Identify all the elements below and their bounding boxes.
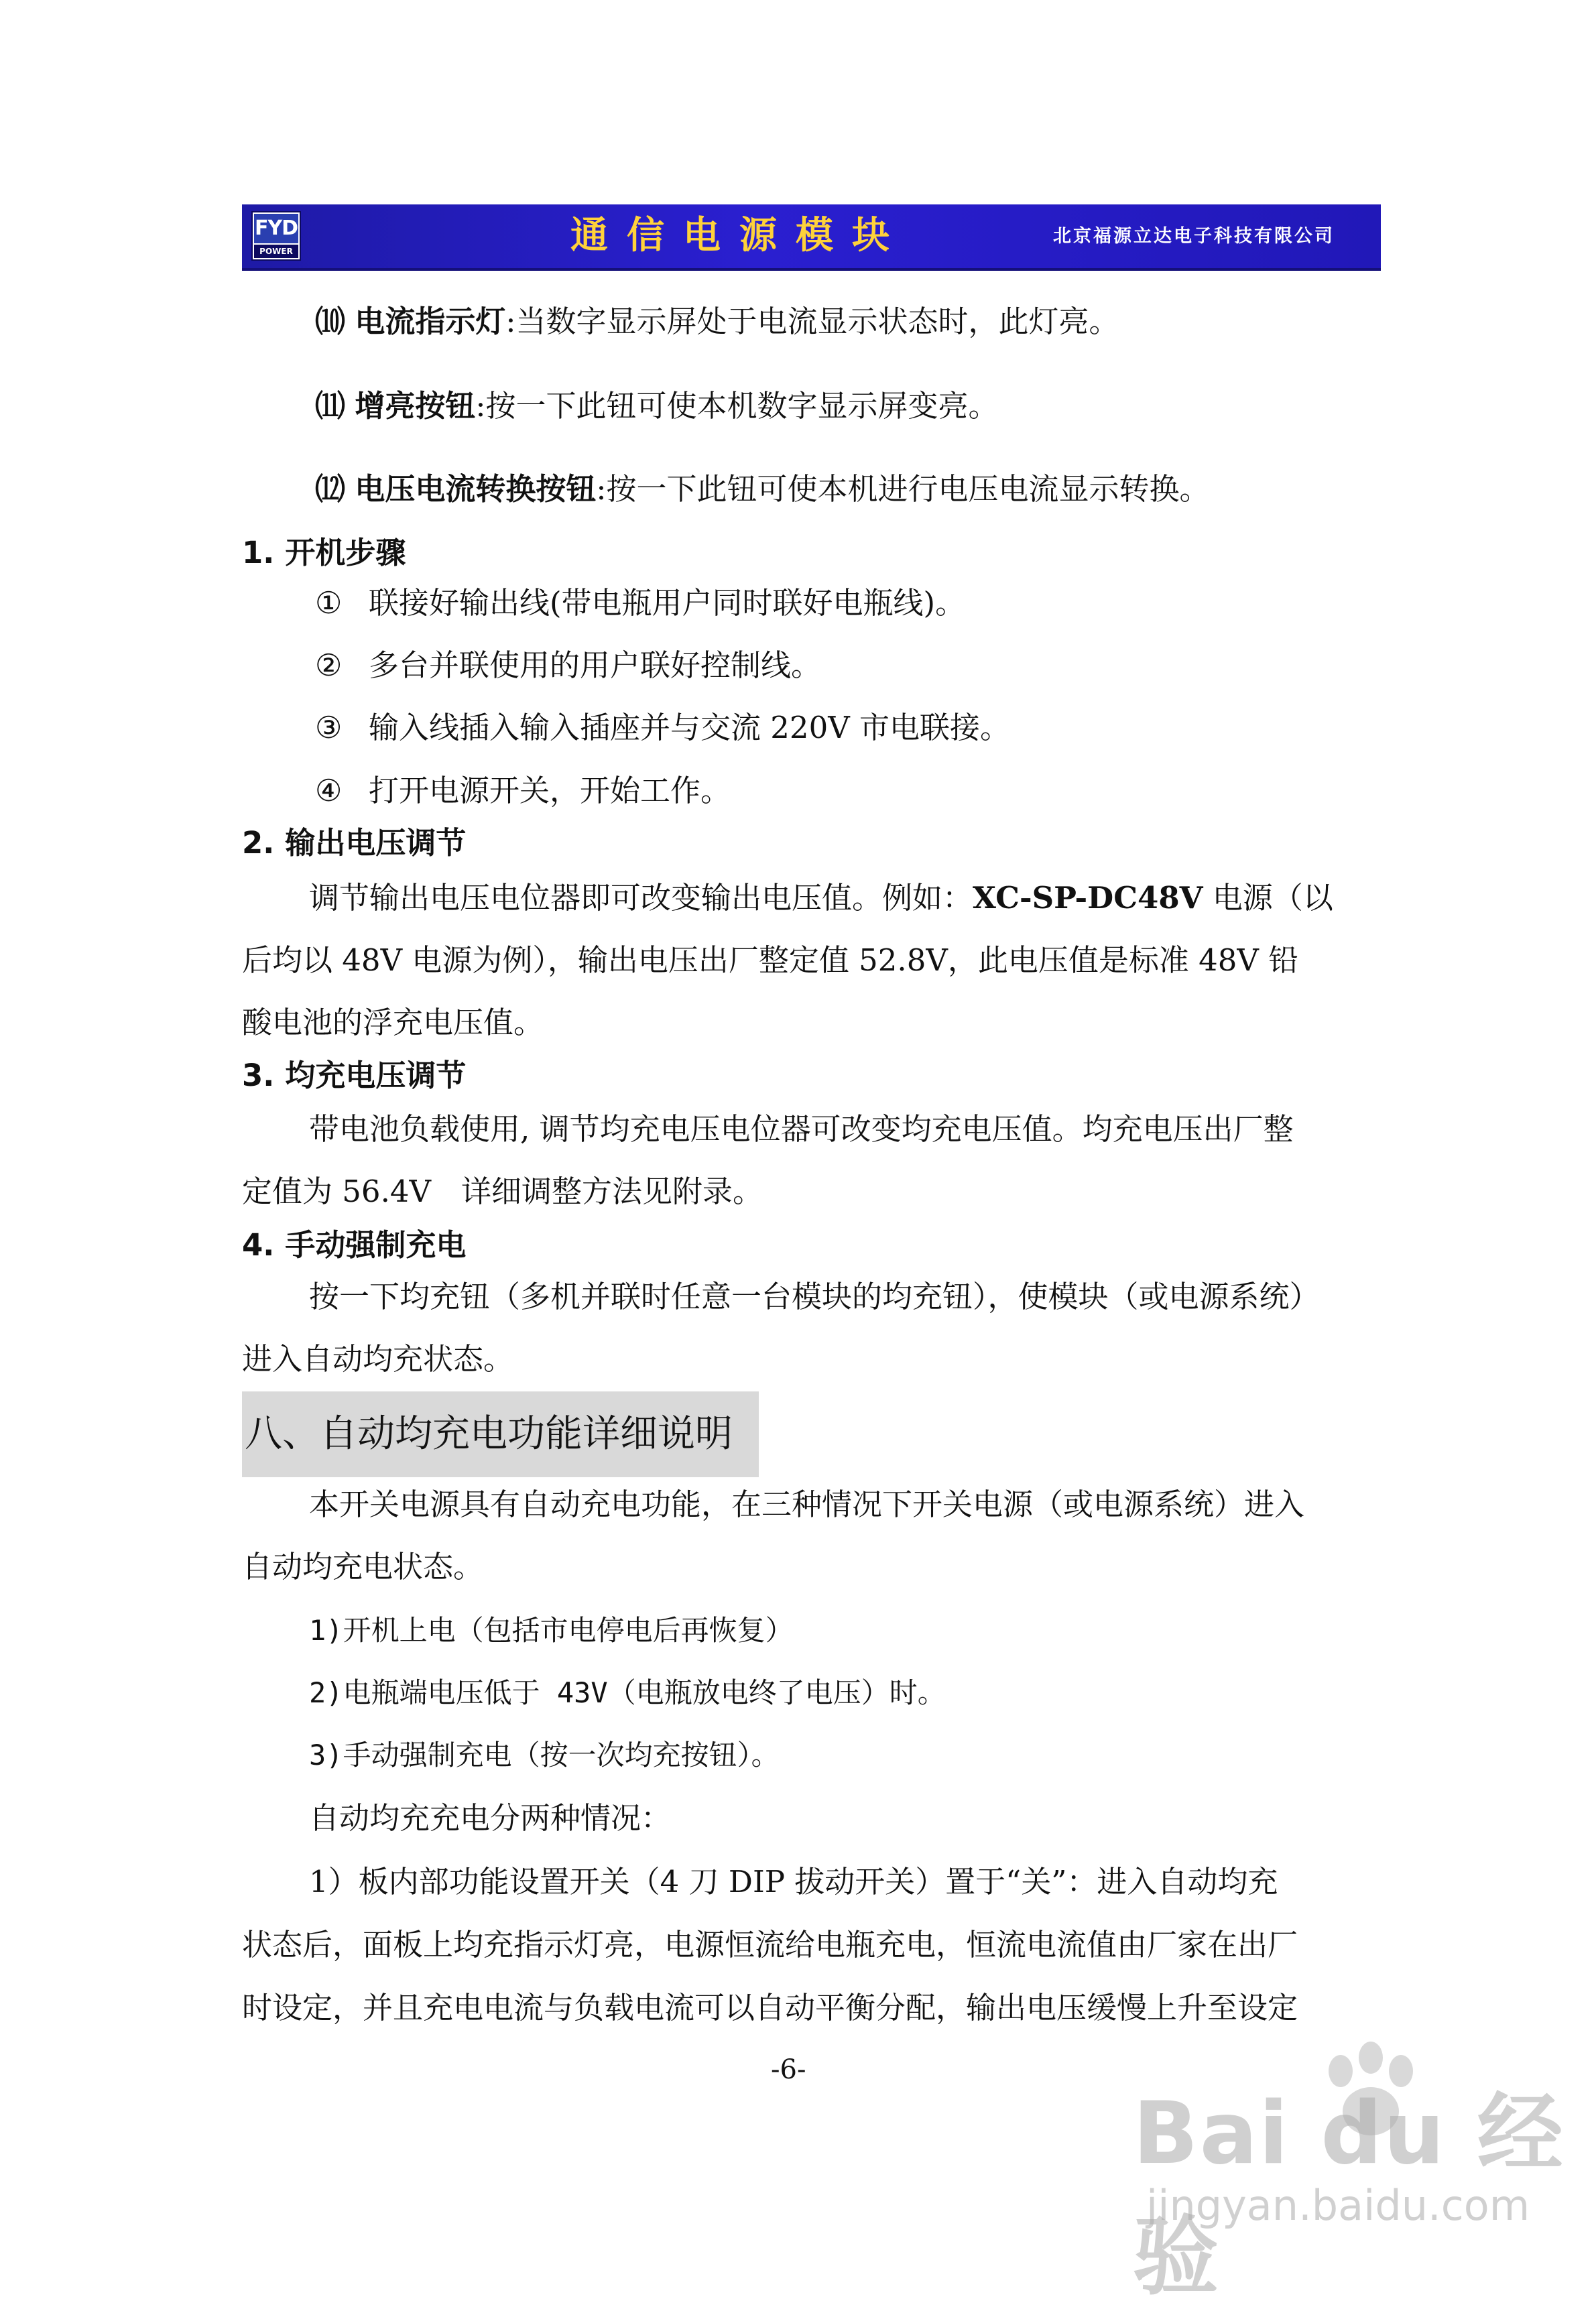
case-item: 1)开机上电（包括市电停电后再恢复） <box>309 1614 794 1647</box>
startup-step-2 <box>315 645 821 686</box>
item-number: ⑽ <box>315 304 346 339</box>
text-run: 调节输出电压电位器即可改变输出电压值。例如： <box>309 880 973 916</box>
section-number: 4. <box>242 1227 275 1263</box>
paragraph-line: 自动均充电状态。 <box>242 1549 484 1584</box>
step-marker: ④ <box>315 773 343 808</box>
paragraph-line: 状态后，面板上均充指示灯亮，电源恒流给电瓶充电，恒流电流值由厂家在出厂 <box>242 1927 1298 1962</box>
paragraph-line: 带电池负载使用, 调节均充电压电位器可改变均充电压值。均充电压出厂整 <box>309 1111 1294 1147</box>
text-run: 电源（以 <box>1203 880 1333 916</box>
section-number: 3. <box>242 1058 275 1093</box>
section-title: 均充电压调节 <box>285 1058 467 1093</box>
watermark <box>1133 2038 1589 2307</box>
paragraph-line: 本开关电源具有自动充电功能，在三种情况下开关电源（或电源系统）进入 <box>309 1487 1305 1522</box>
section-title: 手动强制充电 <box>285 1227 467 1263</box>
watermark-brand: Bai du 经验 <box>1133 2084 1564 2307</box>
item-number: ⑾ <box>315 388 346 424</box>
chapter-title: 八、自动均充电功能详细说明 <box>245 1412 733 1456</box>
panel-item-10 <box>315 302 1441 342</box>
step-text: 联接好输出线(带电瓶用户同时联好电瓶线)。 <box>369 585 966 621</box>
step-marker: ① <box>315 585 343 621</box>
case-item: 3)手动强制充电（按一次均充按钮）。 <box>309 1739 780 1771</box>
banner-title: 通信电源模块 <box>570 214 908 257</box>
page-number: -6- <box>771 2054 806 2085</box>
case-item: 2)电瓶端电压低于 43V（电瓶放电终了电压）时。 <box>309 1676 946 1709</box>
section-title: 输出电压调节 <box>285 825 467 861</box>
logo-mark: FYD <box>254 214 298 243</box>
item-desc: :按一下此钮可使本机数字显示屏变亮。 <box>475 388 999 424</box>
panel-item-12 <box>315 469 1441 509</box>
paragraph-line <box>242 878 1435 918</box>
step-text: 多台并联使用的用户联好控制线。 <box>369 647 822 683</box>
step-marker: ③ <box>315 710 343 745</box>
logo-text: POWER <box>254 245 298 258</box>
watermark-url: jingyan.baidu.com <box>1146 2181 1530 2230</box>
item-number: ⑿ <box>315 471 346 507</box>
model-number: XC-SP-DC48V <box>973 880 1203 916</box>
section-heading-startup <box>242 533 406 573</box>
step-marker: ② <box>315 647 343 683</box>
chapter-heading <box>242 1391 759 1477</box>
startup-step-3 <box>315 708 1010 748</box>
paragraph-line: 后均以 48V 电源为例），输出电压出厂整定值 52.8V，此电压值是标准 48V 铅 <box>242 942 1299 978</box>
header-banner <box>242 204 1381 271</box>
item-term: 电压电流转换按钮 <box>355 471 597 507</box>
startup-step-4 <box>315 771 731 811</box>
panel-item-11 <box>315 386 1441 426</box>
item-desc: :按一下此钮可使本机进行电压电流显示转换。 <box>596 471 1210 507</box>
company-name: 北京福源立达电子科技有限公司 <box>1053 226 1335 247</box>
paragraph-line: 自动均充充电分两种情况： <box>309 1800 672 1836</box>
company-logo <box>251 211 301 261</box>
step-text: 打开电源开关，开始工作。 <box>369 773 731 808</box>
section-number: 2. <box>242 825 275 861</box>
paragraph-line: 进入自动均充状态。 <box>242 1341 514 1377</box>
section-heading-output-voltage <box>242 823 466 863</box>
step-text: 输入线插入输入插座并与交流 220V 市电联接。 <box>369 710 1010 745</box>
paragraph-line: 按一下均充钮（多机并联时任意一台模块的均充钮），使模块（或电源系统） <box>309 1279 1320 1314</box>
section-title: 开机步骤 <box>285 535 406 570</box>
paragraph-line: 定值为 56.4V 详细调整方法见附录。 <box>242 1174 763 1209</box>
startup-step-1 <box>315 583 965 623</box>
paragraph-line: 时设定，并且充电电流与负载电流可以自动平衡分配，输出电压缓慢上升至设定 <box>242 1990 1298 2025</box>
section-number: 1. <box>242 535 275 570</box>
item-term: 增亮按钮 <box>355 388 476 424</box>
paragraph-line: 酸电池的浮充电压值。 <box>242 1005 544 1040</box>
section-heading-equalize-voltage <box>242 1056 466 1096</box>
item-desc: :当数字显示屏处于电流显示状态时，此灯亮。 <box>505 304 1119 339</box>
section-heading-manual-charge <box>242 1225 466 1265</box>
item-term: 电流指示灯 <box>355 304 506 339</box>
paragraph-line: 1）板内部功能设置开关（4 刀 DIP 拔动开关）置于“关”：进入自动均充 <box>309 1864 1278 1899</box>
